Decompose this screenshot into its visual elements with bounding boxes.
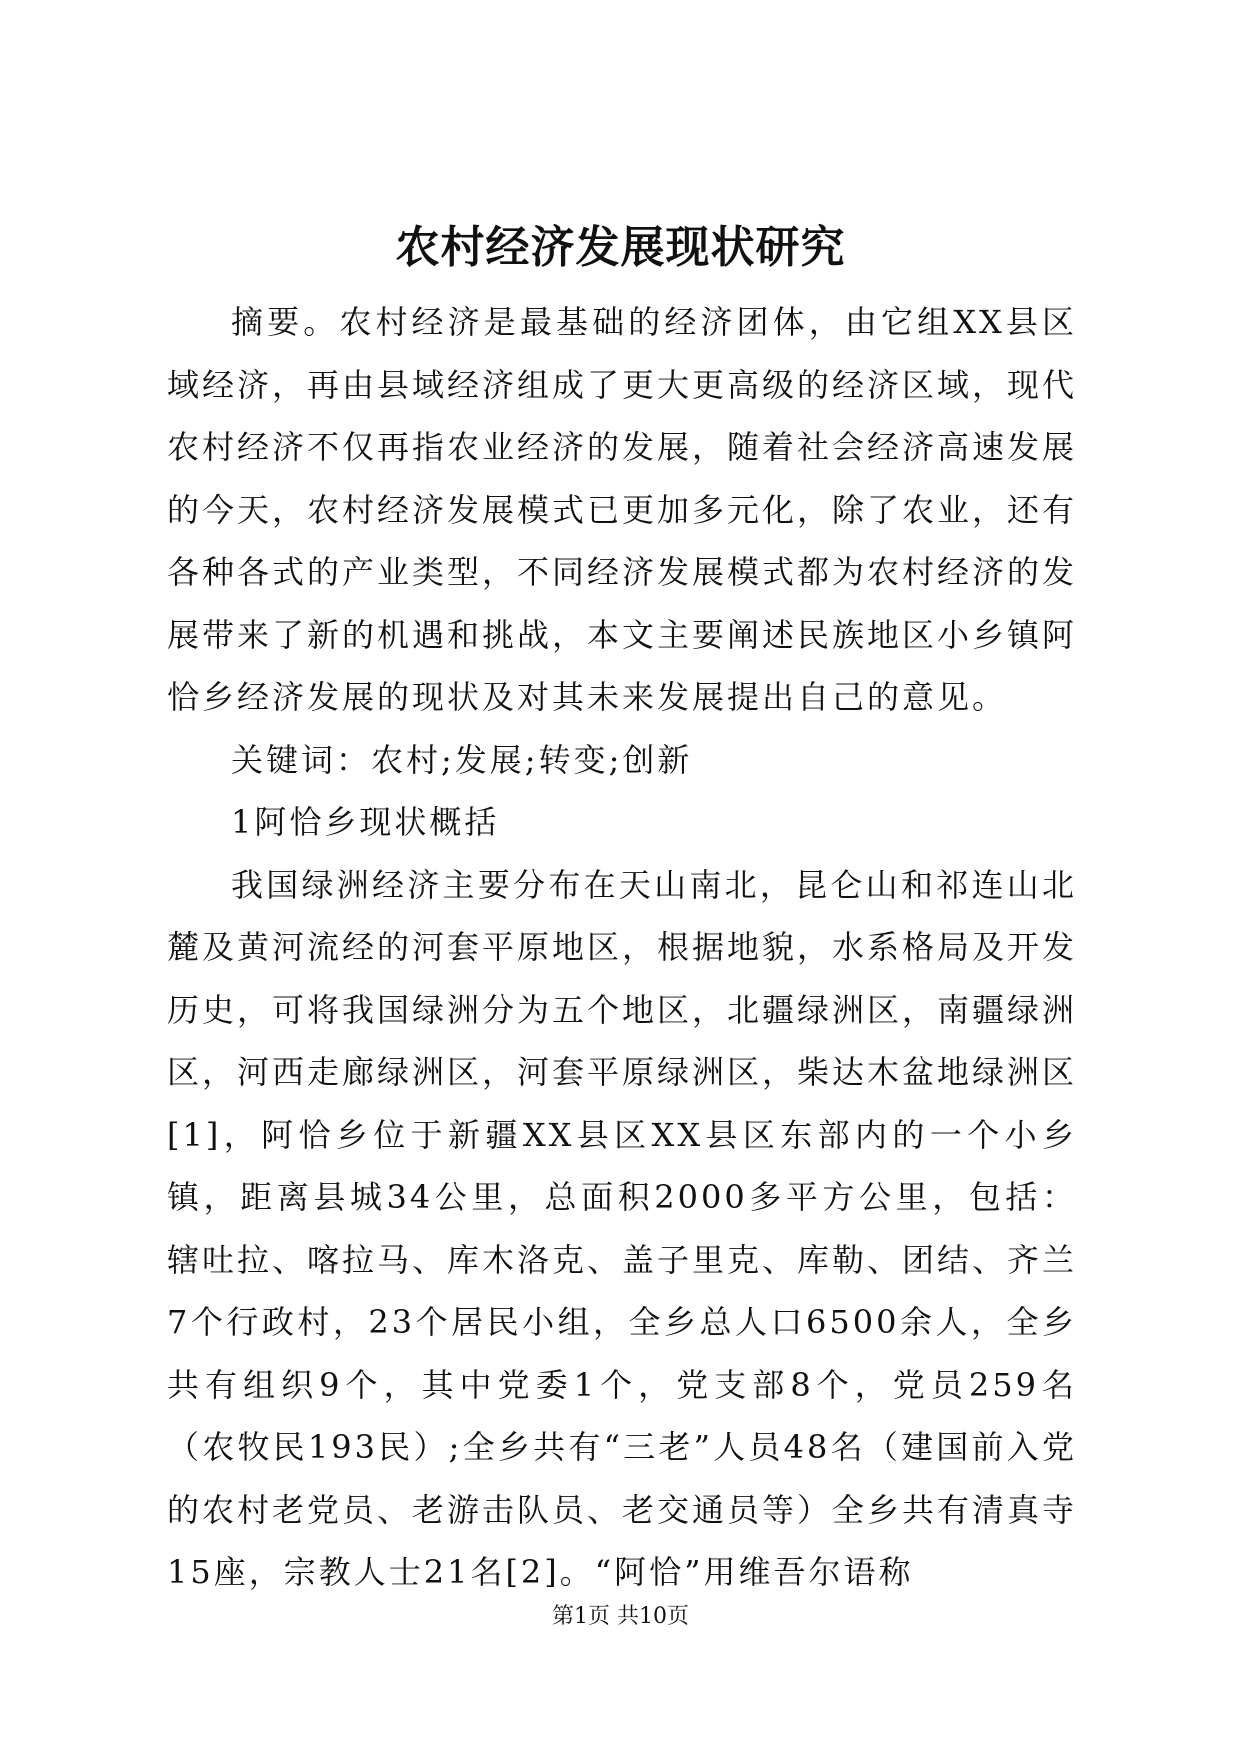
body-paragraph: 我国绿洲经济主要分布在天山南北，昆仑山和祁连山北麓及黄河流经的河套平原地区，根据地貌，水系格局及开发历史，可将我国绿洲分为五个地区，北疆绿洲区，南疆绿洲区，河西走廊绿洲区，河套平原绿洲区，柴达木盆地绿洲区[1]，阿恰乡位于新疆XX县区XX县区东部内的一个小乡镇，距离县城34公里，总面积2000多平方公里，包括：辖吐拉、喀拉马、库木洛克、盖子里克、库勒、团结、齐兰7个行政村，23个居民小组，全乡总人口6500余人，全乡共有组织9个，其中党委1个，党支部8个，党员259名（农牧民193民）;全乡共有“三老”人员48名（建国前入党的农村老党员、老游击队员、老交通员等）全乡共有清真寺15座，宗教人士21名[2]。“阿恰”用维吾尔语称 <box>167 865 1078 1591</box>
page-footer <box>0 1602 1241 1632</box>
document-title: 农村经济发展现状研究 <box>395 222 846 273</box>
keywords-paragraph: 关键词：农村;发展;转变;创新 <box>231 740 693 779</box>
page-number: 第1页 共10页 <box>552 1604 689 1629</box>
document-body <box>167 291 1077 1604</box>
abstract-paragraph: 摘要。农村经济是最基础的经济团体，由它组XX县区域经济，再由县域经济组成了更大更高级的经济区域，现代农村经济不仅再指农业经济的发展，随着社会经济高速发展的今天，农村经济发展模式已更加多元化，除了农业，还有各种各式的产业类型，不同经济发展模式都为农村经济的发展带来了新的机遇和挑战，本文主要阐述民族地区小乡镇阿恰乡经济发展的现状及对其未来发展提出自己的意见。 <box>167 303 1078 716</box>
section-heading: 1阿恰乡现状概括 <box>231 803 500 841</box>
